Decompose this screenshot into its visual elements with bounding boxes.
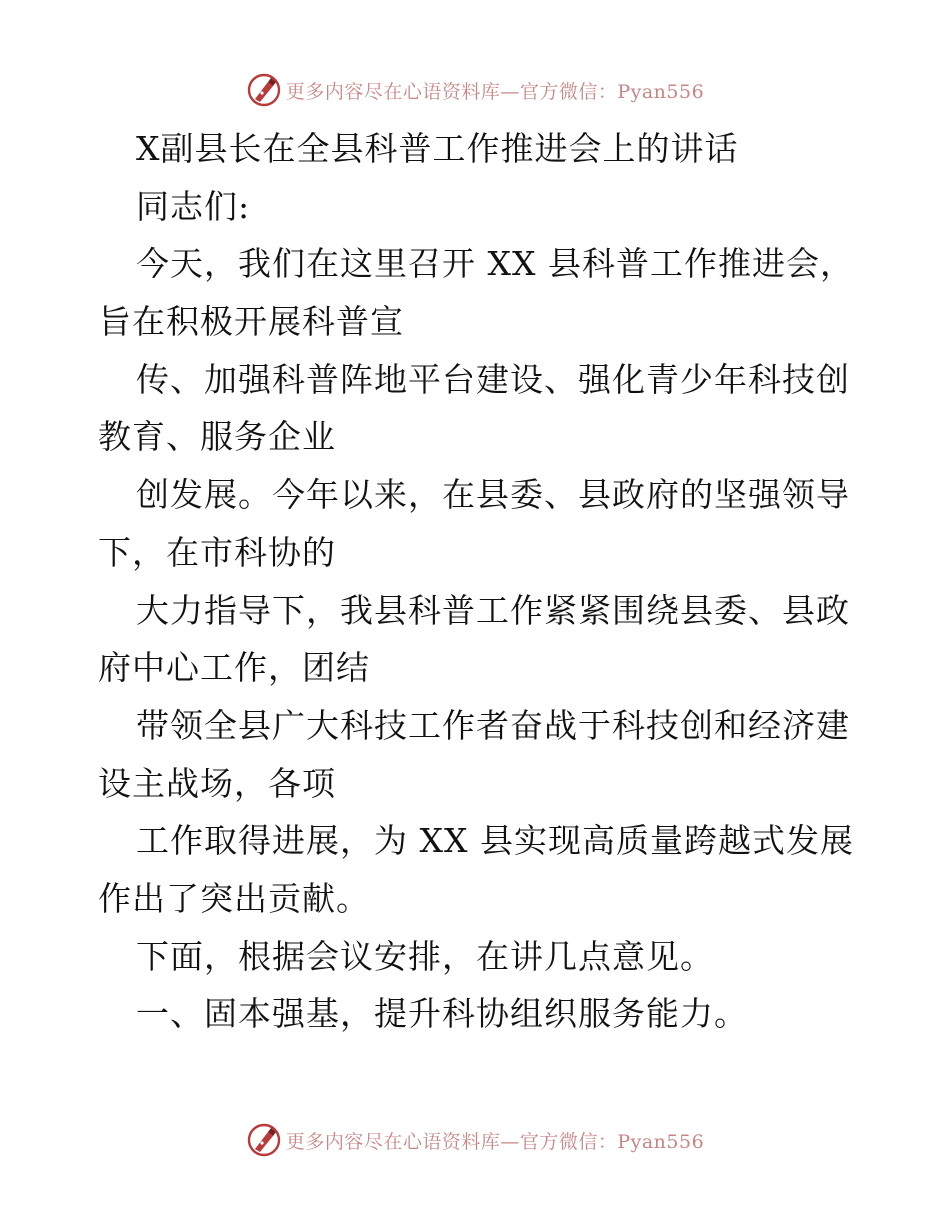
paragraph-line: 传、加强科普阵地平台建设、强化青少年科技创 [136,359,850,399]
paragraph-line: 旨在积极开展科普宣 [98,302,404,342]
footer-watermark-banner [0,1118,950,1162]
paragraph-line: 下面，根据会议安排，在讲几点意见。 [136,936,714,976]
paragraph-line: 教育、服务企业 [98,417,336,457]
paragraph-line: 府中心工作，团结 [98,648,370,688]
paragraph-line: 工作取得进展，为 XX 县实现高质量跨越式发展 [136,821,854,861]
pen-nib-logo-icon [246,1122,282,1158]
watermark-text: 更多内容尽在心语资料库—官方微信：Pyan556 [285,1130,705,1153]
pen-nib-logo-icon [246,72,282,108]
paragraph-line: 今天，我们在这里召开 XX 县科普工作推进会， [136,244,854,284]
watermark-text: 更多内容尽在心语资料库—官方微信：Pyan556 [285,80,705,103]
section-heading: 一、固本强基，提升科协组织服务能力。 [136,994,748,1034]
greeting: 同志们: [136,186,251,226]
header-watermark-banner [0,68,950,112]
paragraph-line: 下，在市科协的 [98,532,336,572]
paragraph-line: 带领全县广大科技工作者奋战于科技创和经济建 [136,705,850,745]
paragraph-line: 设主战场，各项 [98,763,336,803]
paragraph-line: 作出了突出贡献。 [98,878,370,918]
paragraph-line: 大力指导下，我县科普工作紧紧围绕县委、县政 [136,590,850,630]
document-title: X副县长在全县科普工作推进会上的讲话 [136,129,739,168]
document-body [98,120,858,1043]
paragraph-line: 创发展。今年以来，在县委、县政府的坚强领导 [136,475,850,515]
